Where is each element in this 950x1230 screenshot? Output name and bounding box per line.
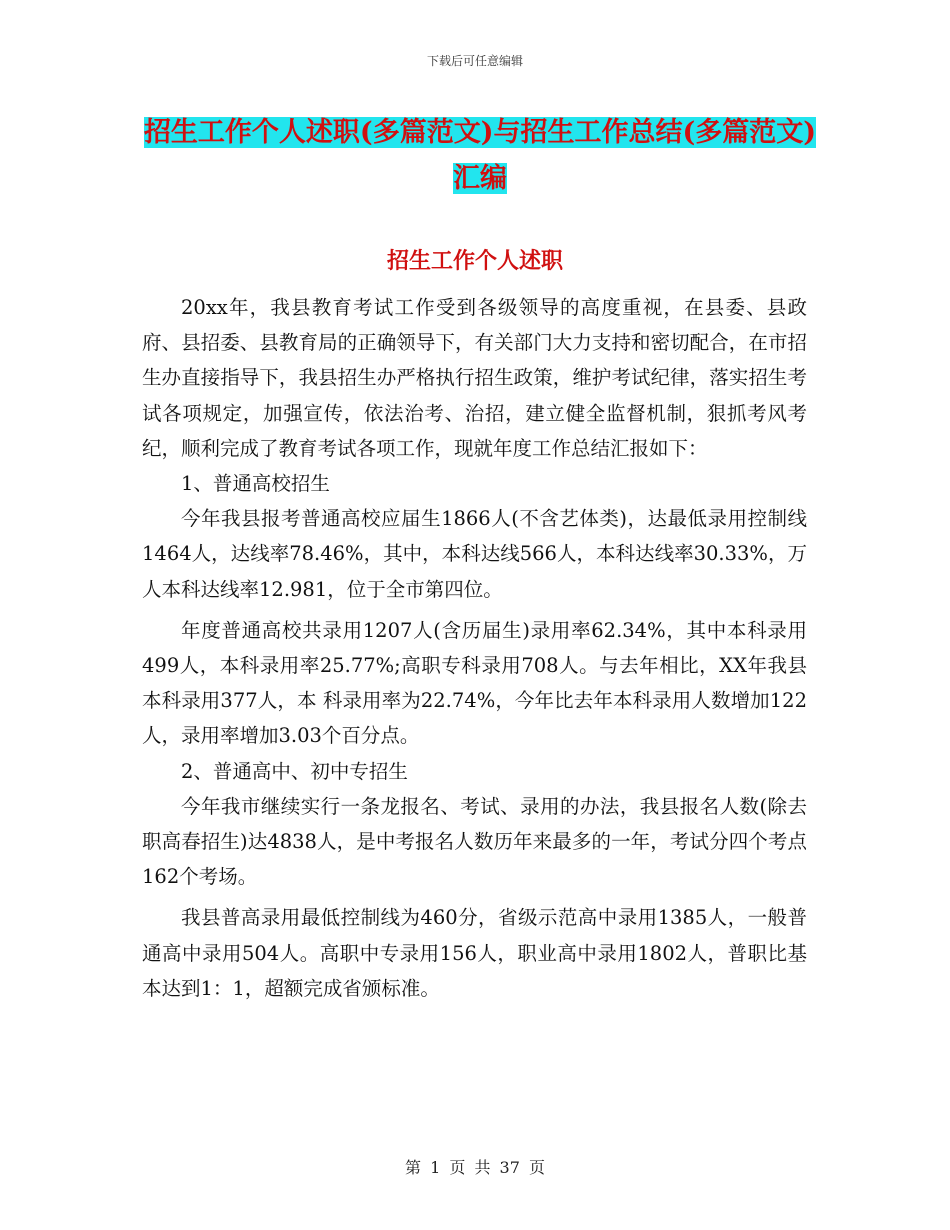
paragraph: 20xx年，我县教育考试工作受到各级领导的高度重视，在县委、县政府、县招委、县教育局的正确领导下，有关部门大力支持和密切配合，在市招生办直接指导下，我县招生办严格执行招生政策，维护考试纪律，落实招生考试各项规定，加强宣传，依法治考、治招，建立健全监督机制，狠抓考风考纪，顺利完成了教育考试各项工作，现就年度工作总结汇报如下：	[142, 296, 807, 460]
document-title	[140, 110, 820, 202]
paragraph: 今年我市继续实行一条龙报名、考试、录用的办法，我县报名人数(除去职高春招生)达4838人，是中考报名人数历年来最多的一年，考试分四个考点162个考场。	[142, 794, 807, 889]
paragraph: 我县普高录用最低控制线为460分，省级示范高中录用1385人，一般普通高中录用504人。高职中专录用156人，职业高中录用1802人，普职比基本达到1：1，超额完成省颁标准。	[142, 906, 807, 1000]
page-footer: 第 1 页 共 37 页	[405, 1158, 545, 1177]
paragraph: 今年我县报考普通高校应届生1866人(不含艺体类)，达最低录用控制线1464人，达线率78.46%，其中，本科达线566人，本科达线率30.33%，万人本科达线率12.981，位于全市第四位。	[142, 507, 807, 601]
section-title: 招生工作个人述职	[386, 248, 563, 274]
paragraph: 年度普通高校共录用1207人(含历届生)录用率62.34%，其中本科录用499人，本科录用率25.77%;高职专科录用708人。与去年相比，XX年我县本科录用377人，本 科录用率为22.74%，今年比去年本科录用人数增加122人，录用率增加3.03个百分点。	[142, 618, 807, 748]
body-text	[142, 290, 807, 1006]
document-title-text: 招生工作个人述职(多篇范文)与招生工作总结(多篇范文)汇编	[143, 117, 817, 194]
subheading: 2、普通高中、初中专招生	[181, 759, 408, 783]
header-note: 下载后可任意编辑	[426, 54, 523, 68]
subheading: 1、普通高校招生	[181, 472, 330, 496]
